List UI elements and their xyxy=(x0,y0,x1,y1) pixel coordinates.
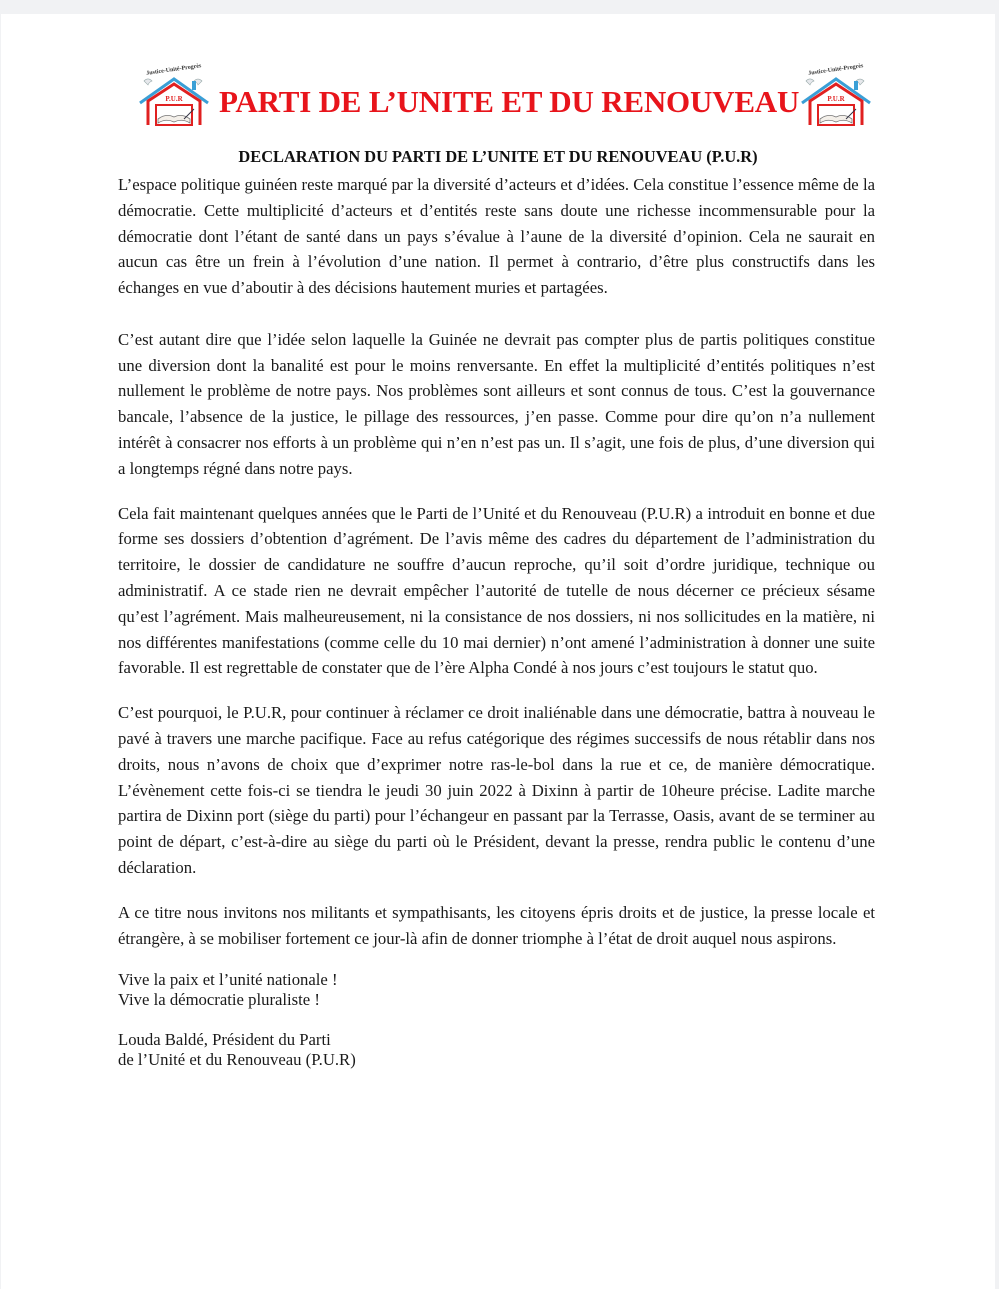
slogan: Vive la démocratie pluraliste ! xyxy=(118,990,320,1010)
declaration-body xyxy=(118,172,875,1070)
house-book-logo-icon xyxy=(136,59,212,127)
house-book-logo-icon xyxy=(798,59,874,127)
closing-slogans xyxy=(118,970,875,1010)
paragraph: C’est autant dire que l’idée selon laquelle la Guinée ne devrait pas compter plus de partis politiques constitue une diversion dont la banalité est pour le moins renversante. En effet la multiplicité d’entités politiques n’est nullement le problème de notre pays. Nos problèmes sont ailleurs et sont connus de tous. C’est la gouvernance bancale, l’absence de la justice, le pillage des ressources, j’en passe. Comme pour dire qu’on n’a nullement intérêt à consacrer nos efforts à un problème qui n’en n’est pas un. Il s’agit, une fois de plus, d’une diversion qui a longtemps régné dans notre pays. xyxy=(118,329,875,478)
signature-block xyxy=(118,1030,875,1070)
party-logo-right xyxy=(798,59,874,127)
logo-initials: P.U.R xyxy=(827,95,845,103)
paragraph: L’espace politique guinéen reste marqué par la diversité d’acteurs et d’idées. Cela constitue l’essence même de la démocratie. Cette multiplicité d’acteurs et d’entités reste sans doute une richesse incommensurable pour la démocratie dont l’étant de santé dans un pays s’évalue à l’aune de la diversité d’opinion. Cela ne saurait en aucun cas être un frein à l’évolution d’une nation. Il permet à contrario, d’être plus constructifs dans les échanges en vue d’aboutir à des décisions hautement muries et partagées. xyxy=(118,175,875,298)
party-logo-left xyxy=(136,59,212,127)
logo-initials: P.U.R xyxy=(165,95,183,103)
paragraph: Cela fait maintenant quelques années que le Parti de l’Unité et du Renouveau (P.U.R) a introduit en bonne et due forme ses dossiers d’obtention d’agrément. De l’avis même des cadres du département de l’administration du territoire, le dossier de candidature ne souffre d’aucun reproche, qu’il soit d’ordre juridique, technique ou administratif. A ce stade rien ne devrait empêcher l’autorité de tutelle de nous décerner ce précieux sésame qu’est l’agrément. Mais malheureusement, ni la consistance de nos dossiers, ni nos sollicitudes en la matière, ni nos différentes manifestations (comme celle du 10 mai dernier) n’ont amené l’administration à donner une suite favorable. Il est regrettable de constater que de l’ère Alpha Condé à nos jours c’est toujours le statut quo. xyxy=(118,503,875,678)
paragraph: A ce titre nous invitons nos militants et sympathisants, les citoyens épris droits et de justice, la presse locale et étrangère, à se mobiliser fortement ce jour-là afin de donner triomphe à l’état de droit auquel nous aspirons. xyxy=(118,902,875,948)
letterhead xyxy=(1,14,995,154)
signatory-organization: de l’Unité et du Renouveau (P.U.R) xyxy=(118,1050,356,1070)
signatory-name: Louda Baldé, Président du Parti xyxy=(118,1030,331,1050)
logo-motto: Justice-Unité-Progrès xyxy=(807,63,864,77)
paragraph: C’est pourquoi, le P.U.R, pour continuer à réclamer ce droit inaliénable dans une démocratie, battra à nouveau le pavé à travers une marche pacifique. Face au refus catégorique des régimes successifs de nous rétablir dans nos droits, nous n’avons de choix que d’exprimer notre ras-le-bol dans la rue et ce, de manière démocratique. L’évènement cette fois-ci se tiendra le jeudi 30 juin 2022 à Dixinn à partir de 10heure précise. Ladite marche partira de Dixinn port (siège du parti) pour l’échangeur en passant par la Terrasse, Oasis, avant de se terminer au point de départ, c’est-à-dire au siège du parti où le Président, devant la presse, rendra public le contenu d’une déclaration. xyxy=(118,703,875,877)
declaration-title: DECLARATION DU PARTI DE L’UNITE ET DU RENOUVEAU (P.U.R) xyxy=(238,147,758,166)
document-page xyxy=(1,14,995,1289)
logo-motto: Justice-Unité-Progrès xyxy=(145,63,202,77)
slogan: Vive la paix et l’unité nationale ! xyxy=(118,970,338,990)
party-name-title: PARTI DE L’UNITE ET DU RENOUVEAU xyxy=(219,84,800,119)
